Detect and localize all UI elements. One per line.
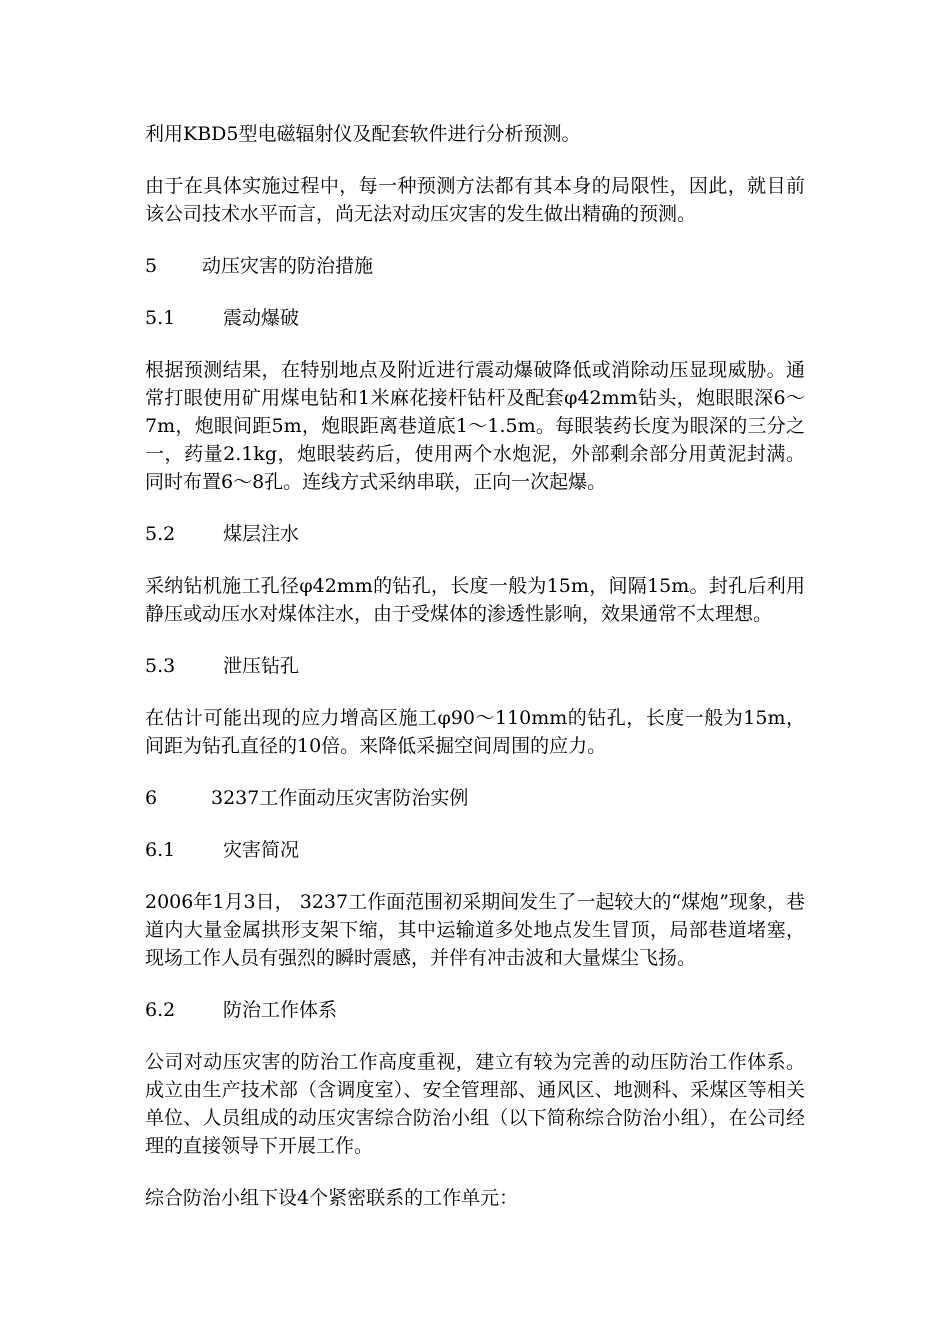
subsection-number: 5.3 (145, 655, 176, 677)
paragraph-3: 根据预测结果，在特别地点及附近进行震动爆破降低或消除动压显现威胁。通常打眼使用矿用煤电钻和1米麻花接杆钻杆及配套φ42mm钻头，炮眼眼深6～7m，炮眼间距5m，炮眼距离巷道底1～1.5m。每眼装药长度为眼深的三分之一，药量2.1kg，炮眼装药后，使用两个水炮泥，外部剩余部分用黄泥封满。同时布置6～8孔。连线方式采纳串联，正向一次起爆。 (145, 359, 805, 493)
subsection-number: 5.2 (145, 523, 176, 545)
document-page (145, 120, 805, 1236)
subsection-heading-5-1 (145, 304, 805, 332)
paragraph-7: 公司对动压灾害的防治工作高度重视，建立有较为完善的动压防治工作体系。成立由生产技术部（含调度室）、安全管理部、通风区、地测科、采煤区等相关单位、人员组成的动压灾害综合防治小组（以下简称综合防治小组），在公司经理的直接领导下开展工作。 (145, 1051, 805, 1157)
subsection-number: 6.2 (145, 999, 176, 1021)
section-number: 6 (145, 787, 158, 809)
section-heading-5 (145, 252, 805, 280)
subsection-heading-5-3 (145, 652, 805, 680)
section-heading-6 (145, 784, 805, 812)
paragraph-8: 综合防治小组下设4个紧密联系的工作单元： (145, 1187, 519, 1209)
subsection-title: 泄压钻孔 (223, 655, 300, 677)
section-title: 动压灾害的防治措施 (202, 255, 374, 277)
paragraph-1: 利用KBD5型电磁辐射仪及配套软件进行分析预测。 (145, 123, 581, 145)
subsection-number: 6.1 (145, 839, 176, 861)
section-number: 5 (145, 255, 158, 277)
subsection-title: 煤层注水 (223, 523, 300, 545)
subsection-title: 防治工作体系 (223, 999, 338, 1021)
subsection-title: 震动爆破 (223, 307, 300, 329)
paragraph-4: 采纳钻机施工孔径φ42mm的钻孔，长度一般为15m，间隔15m。封孔后利用静压或动压水对煤体注水，由于受煤体的渗透性影响，效果通常不太理想。 (145, 575, 805, 625)
paragraph-6: 2006年1月3日， 3237工作面范围初采期间发生了一起较大的“煤炮”现象，巷道内大量金属拱形支架下缩，其中运输道多处地点发生冒顶，局部巷道堵塞，现场工作人员有强烈的瞬时震感，并伴有冲击波和大量煤尘飞扬。 (145, 891, 805, 969)
subsection-title: 灾害简况 (223, 839, 300, 861)
paragraph-2: 由于在具体实施过程中，每一种预测方法都有其本身的局限性，因此，就目前该公司技术水平而言，尚无法对动压灾害的发生做出精确的预测。 (145, 175, 805, 225)
subsection-heading-5-2 (145, 520, 805, 548)
subsection-number: 5.1 (145, 307, 176, 329)
section-title: 3237工作面动压灾害防治实例 (211, 787, 469, 809)
subsection-heading-6-1 (145, 836, 805, 864)
subsection-heading-6-2 (145, 996, 805, 1024)
paragraph-5: 在估计可能出现的应力增高区施工φ90～110mm的钻孔，长度一般为15m，间距为钻孔直径的10倍。来降低采掘空间周围的应力。 (145, 707, 805, 757)
